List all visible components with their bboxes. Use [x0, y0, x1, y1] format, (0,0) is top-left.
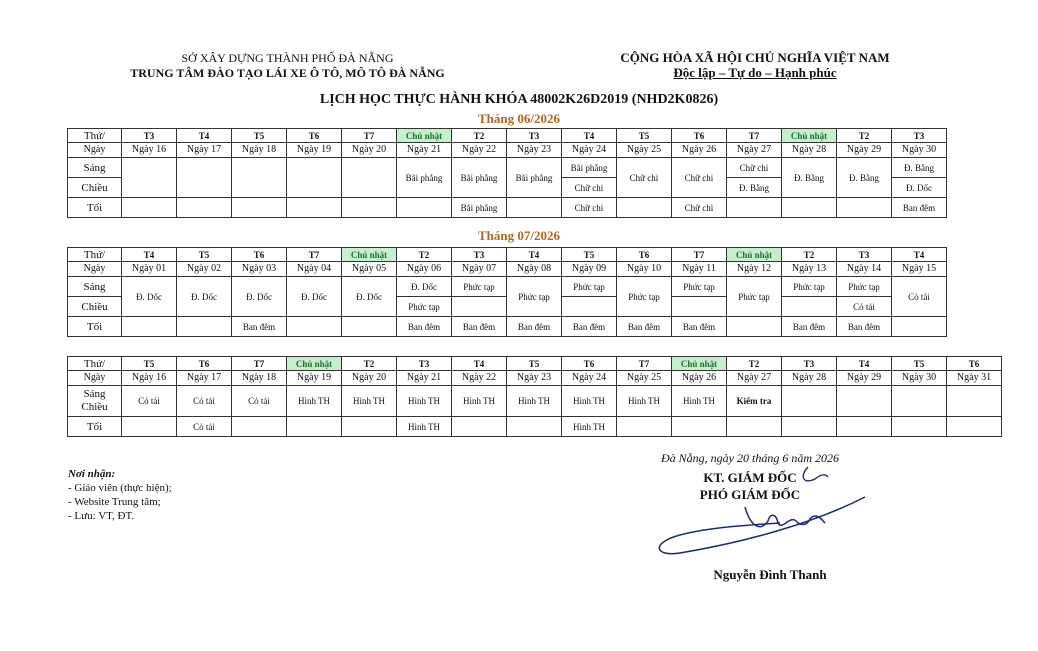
- weekday-cell: T3: [452, 248, 507, 262]
- session-cell: Phức tạp: [507, 277, 562, 317]
- weekday-cell: T7: [727, 129, 782, 143]
- session-cell: Phức tạp: [727, 277, 782, 317]
- session-cell: Hình TH: [672, 386, 727, 417]
- header-right: [580, 50, 930, 80]
- row-label-chieu: Chiều: [68, 297, 122, 317]
- date-cell: Ngày 31: [947, 371, 1002, 386]
- date-cell: Ngày 01: [122, 262, 177, 277]
- session-cell: [837, 417, 892, 437]
- session-cell: Hình TH: [287, 386, 342, 417]
- weekday-cell: Chủ nhật: [727, 248, 782, 262]
- session-cell: [177, 198, 232, 218]
- row-label-sang: Sáng: [83, 388, 106, 400]
- session-cell: Ban đêm: [507, 317, 562, 337]
- session-cell: Hình TH: [397, 386, 452, 417]
- row-label-thu: Thứ/: [68, 357, 122, 371]
- weekday-cell: T3: [397, 357, 452, 371]
- date-cell: Ngày 26: [672, 143, 727, 158]
- motto: Độc lập – Tự do – Hạnh phúc: [673, 65, 837, 80]
- session-cell: Bãi phẳng: [507, 158, 562, 198]
- weekday-cell: T3: [122, 129, 177, 143]
- session-cell: [177, 317, 232, 337]
- session-cell: [287, 417, 342, 437]
- agency-name: SỞ XÂY DỰNG THÀNH PHỐ ĐÀ NẴNG: [181, 51, 394, 65]
- session-cell: [837, 386, 892, 417]
- date-cell: Ngày 27: [727, 371, 782, 386]
- weekday-cell: T2: [452, 129, 507, 143]
- date-cell: Ngày 25: [617, 371, 672, 386]
- session-cell: Phức tạp: [617, 277, 672, 317]
- handwritten-signature: [650, 455, 880, 565]
- session-cell: [782, 386, 837, 417]
- session-cell: [452, 417, 507, 437]
- session-cell: Chữ chi: [562, 178, 617, 198]
- recipient-item: - Website Trung tâm;: [68, 496, 161, 508]
- session-cell: Ban đêm: [837, 317, 892, 337]
- session-cell: [892, 317, 947, 337]
- date-cell: Ngày 25: [617, 143, 672, 158]
- date-row: [68, 143, 947, 158]
- recipient-item: - Giáo viên (thực hiện);: [68, 482, 172, 494]
- date-cell: Ngày 17: [177, 371, 232, 386]
- session-cell: [782, 297, 837, 317]
- row-label-ngay: Ngày: [68, 143, 122, 158]
- weekday-cell: Chủ nhật: [782, 129, 837, 143]
- schedule-table-july-2: [67, 356, 1002, 437]
- weekday-cell: T7: [342, 129, 397, 143]
- weekday-cell: Chủ nhật: [342, 248, 397, 262]
- weekday-cell: T6: [177, 357, 232, 371]
- row-label-chieu: Chiều: [68, 178, 122, 198]
- session-cell: Bãi phẳng: [397, 158, 452, 198]
- session-cell: [727, 198, 782, 218]
- session-cell: [287, 317, 342, 337]
- session-cell: [672, 297, 727, 317]
- session-cell: [782, 417, 837, 437]
- date-row: [68, 371, 1002, 386]
- weekday-cell: T2: [342, 357, 397, 371]
- weekday-cell: T2: [837, 129, 892, 143]
- session-cell: [232, 198, 287, 218]
- session-cell: Chữ chi: [562, 198, 617, 218]
- row-label-toi: Tối: [68, 198, 122, 218]
- session-cell: Cỏ tải: [177, 386, 232, 417]
- schedule-table-june: [67, 128, 947, 218]
- weekday-cell: T7: [672, 248, 727, 262]
- date-cell: Ngày 20: [342, 143, 397, 158]
- session-cell: [122, 158, 177, 198]
- session-cell: [287, 198, 342, 218]
- session-cell: Ban đêm: [452, 317, 507, 337]
- date-cell: Ngày 04: [287, 262, 342, 277]
- row-label-ngay: Ngày: [68, 262, 122, 277]
- recipients-label: Nơi nhận:: [68, 468, 116, 480]
- weekday-cell: T2: [782, 248, 837, 262]
- session-cell: [947, 417, 1002, 437]
- session-cell: Hình TH: [562, 417, 617, 437]
- weekday-cell: T5: [122, 357, 177, 371]
- weekday-row: [68, 357, 1002, 371]
- recipient-item: - Lưu: VT, ĐT.: [68, 510, 135, 522]
- session-cell: Hình TH: [342, 386, 397, 417]
- session-cell: Cỏ tải: [232, 386, 287, 417]
- weekday-cell: T6: [232, 248, 287, 262]
- date-cell: Ngày 22: [452, 143, 507, 158]
- weekday-cell: T4: [507, 248, 562, 262]
- session-cell: [232, 158, 287, 198]
- session-cell: Đ. Dốc: [122, 277, 177, 317]
- weekday-cell: T3: [782, 357, 837, 371]
- session-cell: [122, 198, 177, 218]
- session-cell: Đ. Bằng: [727, 178, 782, 198]
- page-title: LỊCH HỌC THỰC HÀNH KHÓA 48002K26D2019 (NHD2K0826): [319, 92, 719, 107]
- weekday-cell: T5: [562, 248, 617, 262]
- weekday-cell: T6: [287, 129, 342, 143]
- row-label-toi: Tối: [68, 317, 122, 337]
- session-cell: [837, 198, 892, 218]
- date-cell: Ngày 11: [672, 262, 727, 277]
- session-cell: [287, 158, 342, 198]
- session-cell: Bãi phẳng: [562, 158, 617, 178]
- weekday-cell: Chủ nhật: [287, 357, 342, 371]
- session-cell: [617, 417, 672, 437]
- weekday-cell: T5: [507, 357, 562, 371]
- weekday-row: [68, 129, 947, 143]
- evening-row: [68, 417, 1002, 437]
- session-cell: Cỏ tải: [892, 277, 947, 317]
- row-label-sang-chieu: [68, 386, 122, 417]
- month2-title: Tháng 07/2026: [478, 228, 560, 243]
- date-cell: Ngày 28: [782, 371, 837, 386]
- session-cell: Hình TH: [397, 417, 452, 437]
- session-cell: [617, 198, 672, 218]
- session-cell: Đ. Dốc: [342, 277, 397, 317]
- weekday-cell: T6: [672, 129, 727, 143]
- weekday-cell: T7: [617, 357, 672, 371]
- date-cell: Ngày 10: [617, 262, 672, 277]
- weekday-cell: T7: [287, 248, 342, 262]
- session-cell: [672, 417, 727, 437]
- session-cell: Ban đêm: [562, 317, 617, 337]
- weekday-cell: T6: [562, 357, 617, 371]
- session-cell: Ban đêm: [232, 317, 287, 337]
- session-cell: Chữ chi: [672, 158, 727, 198]
- session-cell: Phức tạp: [672, 277, 727, 297]
- session-cell: Bãi phẳng: [452, 158, 507, 198]
- signer-position: KT. GIÁM ĐỐC PHÓ GIÁM ĐỐC: [699, 470, 801, 502]
- session-cell: Chữ chi: [617, 158, 672, 198]
- date-cell: Ngày 07: [452, 262, 507, 277]
- session-cell: Phức tạp: [837, 277, 892, 297]
- morning-afternoon-row: [68, 386, 1002, 417]
- signer-name: Nguyễn Đình Thanh: [713, 567, 827, 582]
- date-cell: Ngày 27: [727, 143, 782, 158]
- date-cell: Ngày 22: [452, 371, 507, 386]
- row-label-thu: Thứ/: [68, 248, 122, 262]
- morning-row: [68, 277, 947, 297]
- weekday-cell: T2: [727, 357, 782, 371]
- session-cell: [342, 198, 397, 218]
- row-label-sang: Sáng: [68, 158, 122, 178]
- date-cell: Ngày 24: [562, 143, 617, 158]
- session-cell: Cỏ tải: [122, 386, 177, 417]
- session-cell: Ban đêm: [672, 317, 727, 337]
- session-cell: Hình TH: [452, 386, 507, 417]
- weekday-cell: T3: [507, 129, 562, 143]
- session-cell: Kiểm tra: [727, 386, 782, 417]
- row-label-chieu: Chiều: [81, 401, 108, 413]
- weekday-cell: Chủ nhật: [397, 129, 452, 143]
- date-cell: Ngày 30: [892, 371, 947, 386]
- session-cell: [507, 417, 562, 437]
- session-cell: Ban đêm: [397, 317, 452, 337]
- session-cell: Đ. Dốc: [397, 277, 452, 297]
- date-cell: Ngày 16: [122, 371, 177, 386]
- date-cell: Ngày 16: [122, 143, 177, 158]
- date-cell: Ngày 13: [782, 262, 837, 277]
- date-cell: Ngày 06: [397, 262, 452, 277]
- session-cell: Cỏ tải: [837, 297, 892, 317]
- evening-row: [68, 317, 947, 337]
- date-cell: Ngày 03: [232, 262, 287, 277]
- row-label-sang: Sáng: [68, 277, 122, 297]
- session-cell: Đ. Dốc: [287, 277, 342, 317]
- session-cell: [397, 198, 452, 218]
- date-cell: Ngày 23: [507, 143, 562, 158]
- session-cell: Đ. Bằng: [782, 158, 837, 198]
- date-cell: Ngày 15: [892, 262, 947, 277]
- weekday-cell: T3: [837, 248, 892, 262]
- date-cell: Ngày 14: [837, 262, 892, 277]
- date-cell: Ngày 05: [342, 262, 397, 277]
- date-cell: Ngày 24: [562, 371, 617, 386]
- session-cell: Đ. Dốc: [177, 277, 232, 317]
- session-cell: Ban đêm: [782, 317, 837, 337]
- date-cell: Ngày 29: [837, 371, 892, 386]
- session-cell: Phức tạp: [452, 277, 507, 297]
- session-cell: Hình TH: [507, 386, 562, 417]
- session-cell: [122, 417, 177, 437]
- session-cell: Đ. Dốc: [892, 178, 947, 198]
- date-cell: Ngày 21: [397, 143, 452, 158]
- weekday-cell: T4: [452, 357, 507, 371]
- weekday-cell: T4: [122, 248, 177, 262]
- weekday-cell: T5: [177, 248, 232, 262]
- session-cell: [342, 417, 397, 437]
- session-cell: [562, 297, 617, 317]
- date-cell: Ngày 21: [397, 371, 452, 386]
- row-label-thu: Thứ/: [68, 129, 122, 143]
- weekday-cell: T5: [892, 357, 947, 371]
- session-cell: [892, 417, 947, 437]
- session-cell: Bãi phẳng: [452, 198, 507, 218]
- session-cell: [452, 297, 507, 317]
- month1-title: Tháng 06/2026: [478, 111, 560, 126]
- date-cell: Ngày 12: [727, 262, 782, 277]
- date-cell: Ngày 19: [287, 143, 342, 158]
- date-cell: Ngày 29: [837, 143, 892, 158]
- date-cell: Ngày 26: [672, 371, 727, 386]
- session-cell: Đ. Dốc: [232, 277, 287, 317]
- session-cell: [177, 158, 232, 198]
- date-cell: Ngày 28: [782, 143, 837, 158]
- date-cell: Ngày 20: [342, 371, 397, 386]
- session-cell: Phức tạp: [562, 277, 617, 297]
- morning-row: [68, 158, 947, 178]
- session-cell: Phức tạp: [782, 277, 837, 297]
- session-cell: Đ. Bằng: [837, 158, 892, 198]
- weekday-cell: T4: [837, 357, 892, 371]
- session-cell: Ban đêm: [617, 317, 672, 337]
- session-cell: [782, 198, 837, 218]
- weekday-cell: T5: [232, 129, 287, 143]
- date-cell: Ngày 18: [232, 143, 287, 158]
- date-cell: Ngày 08: [507, 262, 562, 277]
- session-cell: [892, 386, 947, 417]
- weekday-cell: T6: [947, 357, 1002, 371]
- session-cell: Hình TH: [617, 386, 672, 417]
- center-name: TRUNG TÂM ĐÀO TẠO LÁI XE Ô TÔ, MÔ TÔ ĐÀ NẴNG: [130, 66, 445, 80]
- session-cell: Cỏ tải: [177, 417, 232, 437]
- session-cell: Ban đêm: [892, 198, 947, 218]
- weekday-cell: T3: [892, 129, 947, 143]
- date-cell: Ngày 02: [177, 262, 232, 277]
- weekday-cell: T4: [177, 129, 232, 143]
- session-cell: [342, 317, 397, 337]
- session-cell: Hình TH: [562, 386, 617, 417]
- weekday-cell: T2: [397, 248, 452, 262]
- date-cell: Ngày 17: [177, 143, 232, 158]
- weekday-cell: T4: [892, 248, 947, 262]
- session-cell: [507, 198, 562, 218]
- weekday-cell: T6: [617, 248, 672, 262]
- date-cell: Ngày 19: [287, 371, 342, 386]
- weekday-cell: T5: [617, 129, 672, 143]
- weekday-cell: T4: [562, 129, 617, 143]
- date-cell: Ngày 09: [562, 262, 617, 277]
- session-cell: [727, 417, 782, 437]
- session-cell: [342, 158, 397, 198]
- evening-row: [68, 198, 947, 218]
- header-left: [110, 51, 465, 81]
- date-row: [68, 262, 947, 277]
- weekday-cell: T7: [232, 357, 287, 371]
- recipients-block: [68, 467, 172, 523]
- session-cell: Đ. Bằng: [892, 158, 947, 178]
- session-cell: Chữ chi: [727, 158, 782, 178]
- date-cell: Ngày 18: [232, 371, 287, 386]
- session-cell: [727, 317, 782, 337]
- date-cell: Ngày 23: [507, 371, 562, 386]
- session-cell: Phức tạp: [397, 297, 452, 317]
- session-cell: [232, 417, 287, 437]
- row-label-ngay: Ngày: [68, 371, 122, 386]
- date-cell: Ngày 30: [892, 143, 947, 158]
- schedule-table-july-1: [67, 247, 947, 337]
- date-line: Đà Nẵng, ngày 20 tháng 6 năm 2026: [661, 451, 839, 465]
- country-name: CỘNG HÒA XÃ HỘI CHỦ NGHĨA VIỆT NAM: [620, 50, 890, 65]
- row-label-toi: Tối: [68, 417, 122, 437]
- session-cell: [122, 317, 177, 337]
- session-cell: Chữ chi: [672, 198, 727, 218]
- weekday-row: [68, 248, 947, 262]
- weekday-cell: Chủ nhật: [672, 357, 727, 371]
- session-cell: [947, 386, 1002, 417]
